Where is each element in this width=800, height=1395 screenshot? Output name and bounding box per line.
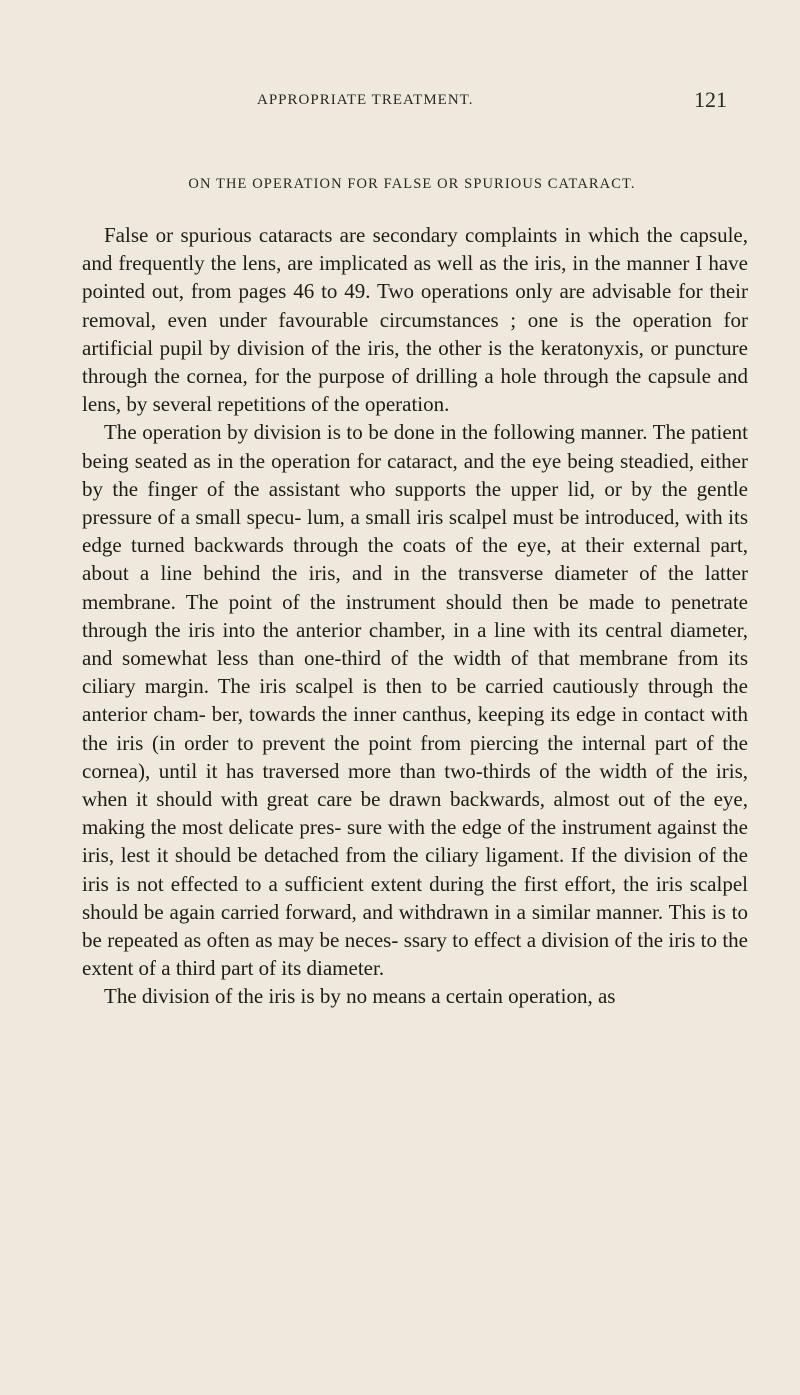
running-title: APPROPRIATE TREATMENT. — [257, 92, 474, 108]
paragraph-2: The operation by division is to be done in the following manner. The patient being seated as in the operation for cataract, and the eye being steadied, either by the finger of the assistant who supports the upper lid, or by the gentle pressure of a small specu- lum, a small iris scalpel must be introduced, with its edge turned backwards through the coats of the eye, at their external part, about a line behind the iris, and in the transverse diameter of the latter membrane. The point of the instrument should then be made to penetrate through the iris into the anterior chamber, in a line with its central diameter, and somewhat less than one-third of the width of that membrane from its ciliary margin. The iris scalpel is then to be carried cautiously through the anterior cham- ber, towards the inner canthus, keeping its edge in contact with the iris (in order to prevent the point from piercing the internal part of the cornea), until it has traversed more than two-thirds of the width of the iris, when it should with great care be drawn backwards, almost out of the eye, making the most delicate pres- sure with the edge of the instrument against the iris, lest it should be detached from the ciliary ligament. If the division of the iris is not effected to a sufficient extent during the first effort, the iris scalpel should be again carried forward, and withdrawn in a similar manner. This is to be repeated as often as may be neces- ssary to effect a division of the iris to the extent of a third part of its diameter. — [82, 420, 748, 981]
paragraph-3: The division of the iris is by no means a certain operation, as — [104, 984, 616, 1009]
section-heading: ON THE OPERATION FOR FALSE OR SPURIOUS CATARACT. — [188, 176, 636, 192]
paragraph-1: False or spurious cataracts are secondary complaints in which the capsule, and frequently the lens, are implicated as well as the iris, in the manner I have pointed out, from pages 46 to 49. Two operations only are advisable for their removal, even under favourable circumstances ; one is the operation for artificial pupil by division of the iris, the other is the keratonyxis, or puncture through the cornea, for the purpose of drilling a hole through the capsule and lens, by several repetitions of the operation. — [82, 223, 748, 417]
page-number: 121 — [694, 87, 727, 112]
body-text — [82, 221, 748, 1011]
